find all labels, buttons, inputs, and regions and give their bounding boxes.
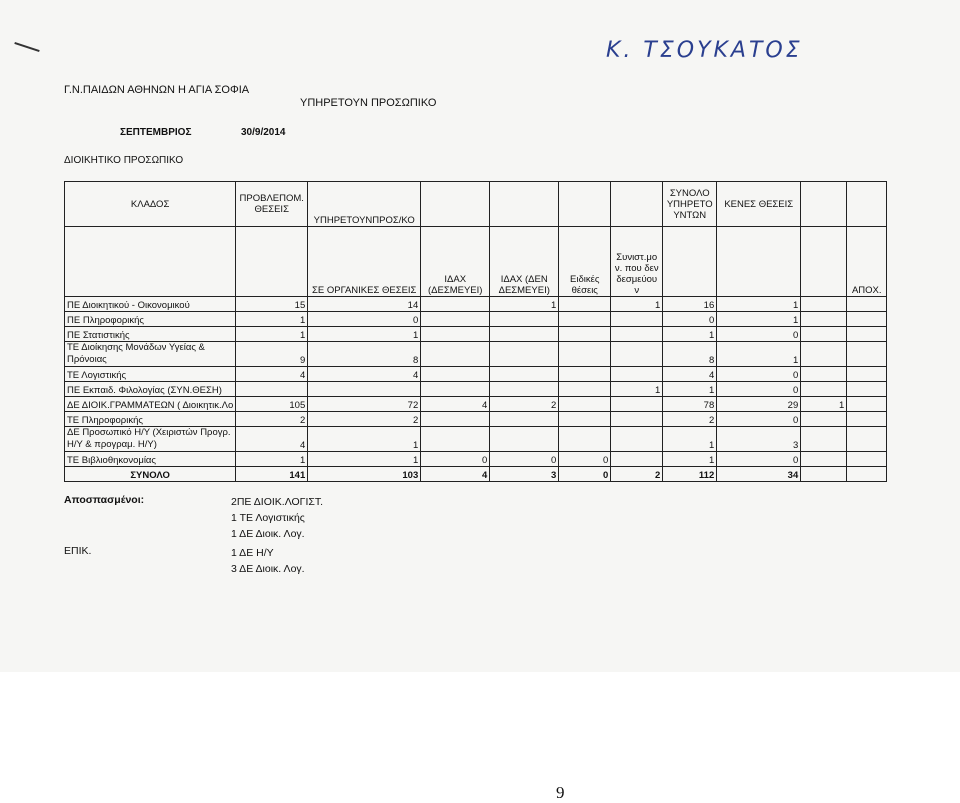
table-row <box>65 327 887 342</box>
klados-cell: ΤΕ Βιβλιοθηκονομίας <box>65 452 236 467</box>
value-cell <box>236 382 308 397</box>
hospital-name: Γ.Ν.ΠΑΙΔΩΝ ΑΘΗΝΩΝ Η ΑΓΙΑ ΣΟΦΙΑ <box>64 84 250 96</box>
value-cell <box>611 412 663 427</box>
value-cell <box>801 427 847 452</box>
value-cell <box>421 297 490 312</box>
value-cell <box>801 452 847 467</box>
table-row <box>65 342 887 367</box>
empty-cell <box>847 327 887 342</box>
klados-cell: ΤΕ Λογιστικής <box>65 367 236 382</box>
empty-cell <box>847 342 887 367</box>
value-cell: 3 <box>717 427 801 452</box>
table-body <box>65 297 887 482</box>
table-row <box>65 367 887 382</box>
value-cell: 14 <box>308 297 421 312</box>
header-synolo: ΣΥΝΟΛΟ ΥΠΗΡΕΤΟ ΥΝΤΩΝ <box>663 182 717 227</box>
document-title: ΥΠΗΡΕΤΟΥΝ ΠΡΟΣΩΠΙΚΟ <box>300 97 437 109</box>
month-label: ΣΕΠΤΕΜΒΡΙΟΣ <box>120 127 192 138</box>
value-cell <box>611 397 663 412</box>
seconded-item: 2ΠΕ ΔΙΟΙΚ.ΛΟΓΙΣΤ. <box>231 496 324 508</box>
value-cell: 78 <box>663 397 717 412</box>
value-cell: 1 <box>663 327 717 342</box>
value-cell <box>559 397 611 412</box>
value-cell <box>421 382 490 397</box>
value-cell: 1 <box>717 342 801 367</box>
empty-cell <box>847 297 887 312</box>
value-cell <box>490 312 559 327</box>
header-kenes: ΚΕΝΕΣ ΘΕΣΕΙΣ <box>717 182 801 227</box>
table-row <box>65 312 887 327</box>
value-cell <box>559 327 611 342</box>
value-cell: 1 <box>801 397 847 412</box>
value-cell: 0 <box>559 467 611 482</box>
value-cell: 8 <box>308 342 421 367</box>
empty-cell <box>847 467 887 482</box>
value-cell <box>801 382 847 397</box>
value-cell: 4 <box>236 367 308 382</box>
header-apox: ΑΠΟΧ. <box>847 227 887 297</box>
seconded-list <box>231 494 323 542</box>
value-cell <box>490 427 559 452</box>
pen-mark <box>14 42 39 52</box>
table-row <box>65 427 887 452</box>
value-cell <box>490 382 559 397</box>
table-header-row-2 <box>65 227 887 297</box>
value-cell: 4 <box>308 367 421 382</box>
value-cell: 0 <box>717 327 801 342</box>
value-cell <box>421 427 490 452</box>
header-idax: ΙΔΑΧ (ΔΕΣΜΕΥΕΙ) <box>421 227 490 297</box>
header-idax-den: ΙΔΑΧ (ΔΕΝ ΔΕΣΜΕΥΕΙ) <box>490 227 559 297</box>
value-cell: 3 <box>490 467 559 482</box>
value-cell <box>559 382 611 397</box>
value-cell: 1 <box>308 452 421 467</box>
value-cell: 0 <box>717 452 801 467</box>
value-cell: 0 <box>717 412 801 427</box>
header-synistomenon: Συνιστ.μο ν. που δεν δεσμεύου ν <box>611 227 663 297</box>
total-label: ΣΥΝΟΛΟ <box>65 467 236 482</box>
empty-cell <box>847 427 887 452</box>
value-cell <box>308 382 421 397</box>
value-cell <box>801 412 847 427</box>
value-cell: 1 <box>236 312 308 327</box>
value-cell: 1 <box>611 297 663 312</box>
table-row <box>65 297 887 312</box>
klados-cell: ΠΕ Εκπαιδ. Φιλολογίας (ΣΥΝ.ΘΕΣΗ) <box>65 382 236 397</box>
value-cell <box>559 342 611 367</box>
empty-cell <box>847 312 887 327</box>
table-row <box>65 382 887 397</box>
value-cell: 72 <box>308 397 421 412</box>
total-row <box>65 467 887 482</box>
value-cell: 1 <box>663 452 717 467</box>
value-cell: 2 <box>490 397 559 412</box>
value-cell: 112 <box>663 467 717 482</box>
value-cell: 2 <box>236 412 308 427</box>
value-cell <box>611 327 663 342</box>
seconded-label: Αποσπασμένοι: <box>64 494 145 506</box>
value-cell: 1 <box>611 382 663 397</box>
value-cell <box>490 327 559 342</box>
epik-list <box>231 545 305 577</box>
value-cell: 4 <box>421 397 490 412</box>
value-cell <box>801 312 847 327</box>
seconded-item: 1 ΤΕ Λογιστικής <box>231 512 305 524</box>
value-cell: 1 <box>663 382 717 397</box>
value-cell: 16 <box>663 297 717 312</box>
value-cell: 1 <box>663 427 717 452</box>
value-cell: 2 <box>308 412 421 427</box>
value-cell <box>559 427 611 452</box>
header-ypiretoun: ΥΠΗΡΕΤΟΥΝΠΡΟΣ/ΚΟ <box>308 182 421 227</box>
value-cell <box>421 327 490 342</box>
report-date: 30/9/2014 <box>241 127 286 138</box>
value-cell <box>559 412 611 427</box>
empty-cell <box>847 412 887 427</box>
handwritten-name: Κ. ΤΣΟΥΚΑΤΟΣ <box>606 38 803 63</box>
value-cell: 1 <box>717 297 801 312</box>
value-cell <box>801 367 847 382</box>
epik-item: 3 ΔΕ Διοικ. Λογ. <box>231 563 305 575</box>
value-cell <box>611 427 663 452</box>
value-cell: 2 <box>611 467 663 482</box>
empty-cell <box>847 452 887 467</box>
value-cell: 29 <box>717 397 801 412</box>
table-row <box>65 397 887 412</box>
klados-cell: ΠΕ Διοικητικού - Οικονομικού <box>65 297 236 312</box>
header-eidikes: Ειδικές θέσεις <box>559 227 611 297</box>
value-cell <box>611 342 663 367</box>
value-cell: 0 <box>421 452 490 467</box>
value-cell <box>801 342 847 367</box>
value-cell <box>421 312 490 327</box>
epik-item: 1 ΔΕ Η/Υ <box>231 547 274 559</box>
klados-cell: ΠΕ Στατιστικής <box>65 327 236 342</box>
header-organikes: ΣΕ ΟΡΓΑΝΙΚΕΣ ΘΕΣΕΙΣ <box>308 227 421 297</box>
value-cell: 1 <box>308 427 421 452</box>
value-cell <box>490 412 559 427</box>
page-number: 9 <box>556 783 565 802</box>
value-cell <box>559 297 611 312</box>
value-cell <box>801 297 847 312</box>
empty-cell <box>847 397 887 412</box>
klados-cell: ΤΕ Διοίκησης Μονάδων Υγείας & Πρόνοιας <box>65 342 236 367</box>
value-cell: 0 <box>663 312 717 327</box>
value-cell: 4 <box>663 367 717 382</box>
value-cell: 1 <box>717 312 801 327</box>
value-cell: 15 <box>236 297 308 312</box>
value-cell <box>490 342 559 367</box>
value-cell: 0 <box>490 452 559 467</box>
klados-cell: ΤΕ Πληροφορικής <box>65 412 236 427</box>
value-cell <box>611 367 663 382</box>
value-cell: 105 <box>236 397 308 412</box>
table-row <box>65 412 887 427</box>
klados-cell: ΠΕ Πληροφορικής <box>65 312 236 327</box>
value-cell: 103 <box>308 467 421 482</box>
staff-category: ΔΙΟΙΚΗΤΙΚΟ ΠΡΟΣΩΠΙΚΟ <box>64 155 184 166</box>
seconded-item: 1 ΔΕ Διοικ. Λογ. <box>231 528 305 540</box>
value-cell: 0 <box>308 312 421 327</box>
value-cell: 34 <box>717 467 801 482</box>
empty-cell <box>847 382 887 397</box>
value-cell <box>801 327 847 342</box>
table-row <box>65 452 887 467</box>
value-cell <box>421 412 490 427</box>
value-cell: 9 <box>236 342 308 367</box>
value-cell: 1 <box>490 297 559 312</box>
value-cell <box>801 467 847 482</box>
value-cell <box>559 312 611 327</box>
value-cell: 0 <box>717 367 801 382</box>
value-cell: 1 <box>308 327 421 342</box>
empty-cell <box>847 367 887 382</box>
value-cell <box>421 342 490 367</box>
header-provlepom: ΠΡΟΒΛΕΠΟΜ. ΘΕΣΕΙΣ <box>236 182 308 227</box>
epik-label: ΕΠΙΚ. <box>64 545 92 557</box>
value-cell: 2 <box>663 412 717 427</box>
klados-cell: ΔΕ Προσωπικό Η/Υ (Χειριστών Προγρ. Η/Υ & προγραμ. Η/Υ) <box>65 427 236 452</box>
value-cell <box>611 312 663 327</box>
staff-table <box>64 181 887 482</box>
value-cell: 1 <box>236 327 308 342</box>
value-cell: 8 <box>663 342 717 367</box>
value-cell: 141 <box>236 467 308 482</box>
value-cell <box>421 367 490 382</box>
header-klados: ΚΛΑΔΟΣ <box>65 182 236 227</box>
value-cell: 0 <box>559 452 611 467</box>
value-cell <box>559 367 611 382</box>
value-cell <box>490 367 559 382</box>
value-cell <box>611 452 663 467</box>
value-cell: 4 <box>421 467 490 482</box>
klados-cell: ΔΕ ΔΙΟΙΚ.ΓΡΑΜΜΑΤΕΩΝ ( Διοικητικ.Λο <box>65 397 236 412</box>
value-cell: 0 <box>717 382 801 397</box>
value-cell: 1 <box>236 452 308 467</box>
table-header-row-1 <box>65 182 887 227</box>
value-cell: 4 <box>236 427 308 452</box>
